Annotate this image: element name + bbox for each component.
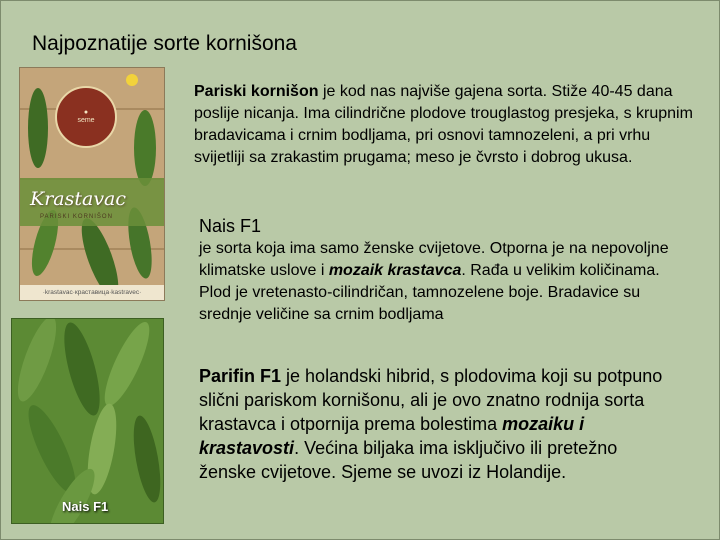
cucumber-photo xyxy=(11,318,164,524)
pariski-text: je kod nas najviše gajena sorta. Stiže 40-45 dana poslije nicanja. Ima cilindrične plodove trouglastog presjeka, s krupnim bradavicama i crnim bodljama, pri osnovi tamnozeleni, a pri vrhu svijetliji sa zrakastim prugama; meso je čvrsto i dobrog ukusa. xyxy=(194,83,693,166)
seed-package-image xyxy=(19,67,165,301)
package-brand: Krastavac xyxy=(30,188,127,210)
pariski-description xyxy=(194,81,694,169)
nais-heading: Nais F1 xyxy=(199,216,262,236)
photo-caption: Nais F1 xyxy=(62,499,109,514)
parifin-emphasis: mozaiku i krastavosti xyxy=(199,414,585,458)
brand-logo: ● seme xyxy=(55,86,117,148)
cucumbers-illustration xyxy=(12,319,163,523)
nais-description xyxy=(199,238,669,326)
package-strip: ·krastavac·краставица·kastravec· xyxy=(20,285,164,300)
parifin-name: Parifin F1 xyxy=(199,366,282,386)
parifin-text-after: . Većina biljaka ima isključivo ili pretežno ženske cvijetove. Sjeme se uvozi iz Holandije. xyxy=(199,438,618,482)
slide-title: Najpoznatije sorte kornišona xyxy=(32,32,297,55)
nais-emphasis: mozaik krastavca xyxy=(328,262,462,279)
parifin-description xyxy=(199,364,679,484)
pariski-name: Pariski kornišon xyxy=(194,83,319,100)
nais-text-after: . Rađa u velikim količinama. Plod je vretenasto-cilindričan, tamnozelene boje. Bradavice su srednje veličine sa crnim bodljama xyxy=(199,262,660,323)
package-variety: PARISKI KORNIŠON xyxy=(40,214,113,220)
nais-text-before: je sorta koja ima samo ženske cvijetove. Otporna je na nepovoljne klimatske uslove i xyxy=(199,240,669,279)
parifin-text-before: je holandski hibrid, s plodovima koji su potpuno slični pariskom kornišonu, ali je ovo znatno rodnija sorta krastavca i otpornija prema bolestima xyxy=(199,366,663,434)
